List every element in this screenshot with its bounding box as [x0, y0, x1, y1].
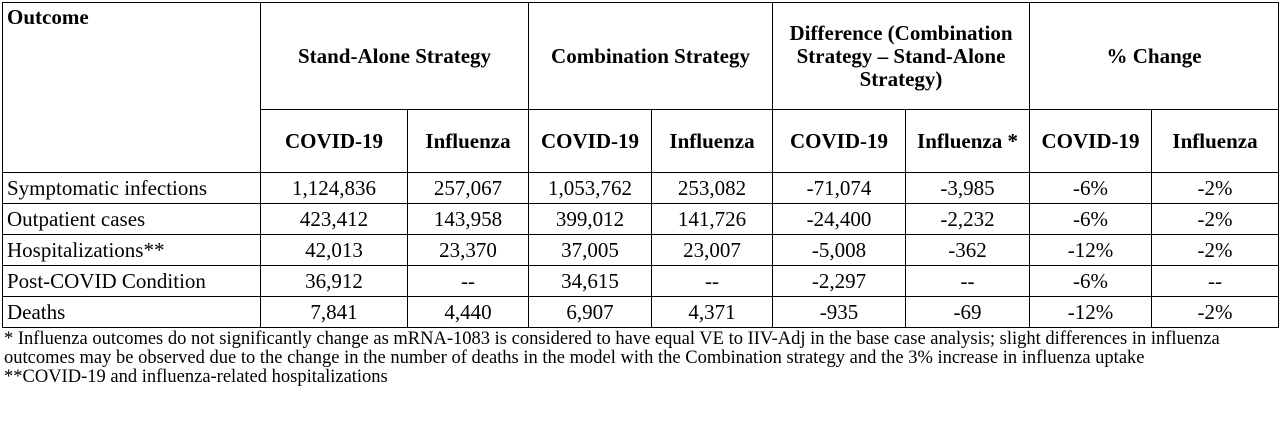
- subheader-percent-influenza: Influenza: [1152, 110, 1279, 173]
- table-cell: 23,007: [652, 235, 773, 266]
- outcome-header: Outcome: [3, 3, 261, 173]
- table-cell: -3,985: [906, 173, 1030, 204]
- table-cell: 399,012: [529, 204, 652, 235]
- table-cell: 7,841: [261, 297, 408, 328]
- table-cell: 143,958: [408, 204, 529, 235]
- subheader-difference-influenza: Influenza *: [906, 110, 1030, 173]
- table-row: [3, 173, 1279, 204]
- table-row: [3, 235, 1279, 266]
- table-cell: 1,053,762: [529, 173, 652, 204]
- subheader-percent-covid: COVID-19: [1030, 110, 1152, 173]
- table-cell: 257,067: [408, 173, 529, 204]
- row-label: Outpatient cases: [3, 204, 261, 235]
- subheader-stand-alone-covid: COVID-19: [261, 110, 408, 173]
- table-cell: -2%: [1152, 173, 1279, 204]
- table-cell: 34,615: [529, 266, 652, 297]
- table-cell: -5,008: [773, 235, 906, 266]
- table-cell: -935: [773, 297, 906, 328]
- results-table-container: [2, 2, 1278, 387]
- group-header-percent-change: % Change: [1030, 3, 1279, 110]
- table-cell: -12%: [1030, 297, 1152, 328]
- footnote-influenza: * Influenza outcomes do not significantly change as mRNA-1083 is considered to have equal VE to IIV-Adj in the base case analysis; slight differences in influenza outcomes may be observed due to the change in the number of deaths in the model with the Combination strategy and the 3% increase in influenza uptake: [4, 329, 1220, 368]
- table-cell: -2%: [1152, 297, 1279, 328]
- subheader-stand-alone-influenza: Influenza: [408, 110, 529, 173]
- outcomes-table: [2, 2, 1279, 328]
- footnote-hospitalizations: **COVID-19 and influenza-related hospitalizations: [4, 367, 388, 387]
- table-cell: --: [1152, 266, 1279, 297]
- header-row-groups: [3, 3, 1279, 110]
- table-cell: 1,124,836: [261, 173, 408, 204]
- footnotes: [2, 328, 1278, 387]
- table-row: [3, 297, 1279, 328]
- table-cell: -69: [906, 297, 1030, 328]
- row-label: Symptomatic infections: [3, 173, 261, 204]
- table-cell: -6%: [1030, 204, 1152, 235]
- table-row: [3, 204, 1279, 235]
- table-cell: -6%: [1030, 173, 1152, 204]
- table-cell: 36,912: [261, 266, 408, 297]
- table-cell: -362: [906, 235, 1030, 266]
- table-cell: --: [408, 266, 529, 297]
- table-cell: -2,297: [773, 266, 906, 297]
- table-cell: -2%: [1152, 204, 1279, 235]
- table-cell: 6,907: [529, 297, 652, 328]
- table-cell: 4,440: [408, 297, 529, 328]
- row-label: Deaths: [3, 297, 261, 328]
- subheader-difference-covid: COVID-19: [773, 110, 906, 173]
- subheader-combination-influenza: Influenza: [652, 110, 773, 173]
- table-cell: 23,370: [408, 235, 529, 266]
- row-label: Hospitalizations**: [3, 235, 261, 266]
- table-cell: -6%: [1030, 266, 1152, 297]
- table-cell: 37,005: [529, 235, 652, 266]
- table-cell: 253,082: [652, 173, 773, 204]
- table-cell: -24,400: [773, 204, 906, 235]
- table-row: [3, 266, 1279, 297]
- group-header-difference: Difference (Combination Strategy – Stand-Alone Strategy): [773, 3, 1030, 110]
- subheader-combination-covid: COVID-19: [529, 110, 652, 173]
- table-cell: -2%: [1152, 235, 1279, 266]
- table-cell: 4,371: [652, 297, 773, 328]
- row-label: Post-COVID Condition: [3, 266, 261, 297]
- table-cell: -2,232: [906, 204, 1030, 235]
- table-cell: 42,013: [261, 235, 408, 266]
- table-cell: --: [906, 266, 1030, 297]
- group-header-combination: Combination Strategy: [529, 3, 773, 110]
- table-cell: -71,074: [773, 173, 906, 204]
- table-cell: -12%: [1030, 235, 1152, 266]
- table-cell: --: [652, 266, 773, 297]
- table-cell: 423,412: [261, 204, 408, 235]
- group-header-stand-alone: Stand-Alone Strategy: [261, 3, 529, 110]
- table-cell: 141,726: [652, 204, 773, 235]
